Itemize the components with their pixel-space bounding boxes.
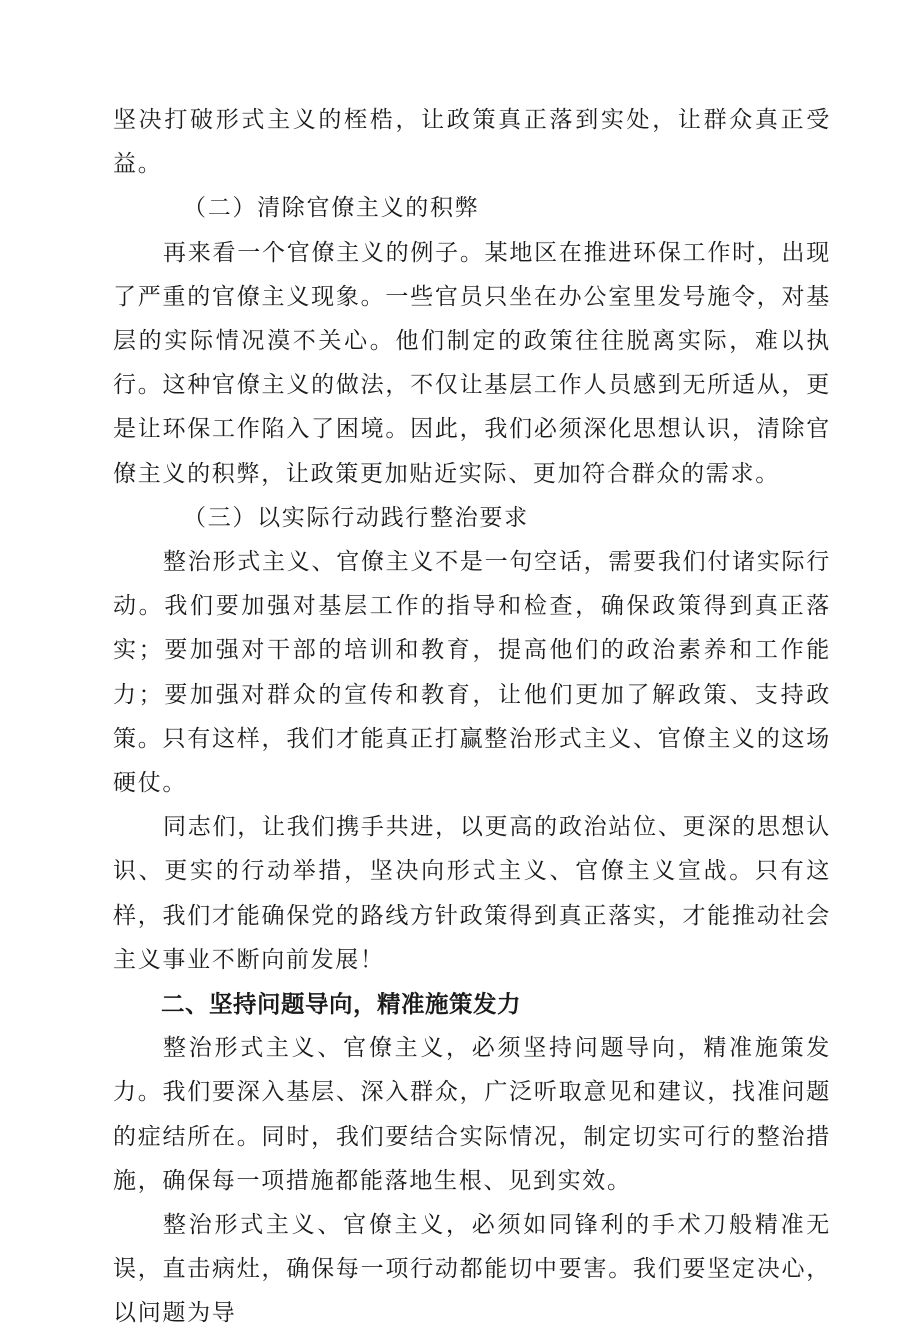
paragraph-comrades-appeal: 同志们，让我们携手共进，以更高的政治站位、更深的思想认识、更实的行动举措，坚决向形式主义、官僚主义宣战。只有这样，我们才能确保党的路线方针政策得到真正落实，才能推动社会主义事业不断向前发展！	[113, 814, 831, 973]
paragraph-bureaucratism-example: 再来看一个官僚主义的例子。某地区在推进环保工作时，出现了严重的官僚主义现象。一些官员只坐在办公室里发号施令，对基层的实际情况漠不关心。他们制定的政策往往脱离实际，难以执行。这种官僚主义的做法，不仅让基层工作人员感到无所适从，更是让环保工作陷入了困境。因此，我们必须深化思想认识，清除官僚主义的积弊，让政策更加贴近实际、更加符合群众的需求。	[113, 239, 831, 487]
subheading-practical-action: （三）以实际行动践行整治要求	[183, 504, 529, 531]
paragraph-continuation: 坚决打破形式主义的桎梏，让政策真正落到实处，让群众真正受益。	[113, 107, 831, 178]
section-heading-problem-oriented: 二、坚持问题导向，精准施策发力	[161, 990, 521, 1019]
subheading-clear-bureaucratism: （二）清除官僚主义的积弊	[183, 195, 480, 222]
paragraph-problem-oriented: 整治形式主义、官僚主义，必须坚持问题导向，精准施策发力。我们要深入基层、深入群众，广泛听取意见和建议，找准问题的症结所在。同时，我们要结合实际情况，制定切实可行的整治措施，确保每一项措施都能落地生根、见到实效。	[113, 1035, 831, 1194]
document-body	[113, 98, 831, 1336]
paragraph-practical-action: 整治形式主义、官僚主义不是一句空话，需要我们付诸实际行动。我们要加强对基层工作的指导和检查，确保政策得到真正落实；要加强对干部的培训和教育，提高他们的政治素养和工作能力；要加强对群众的宣传和教育，让他们更加了解政策、支持政策。只有这样，我们才能真正打赢整治形式主义、官僚主义的这场硬仗。	[113, 549, 831, 797]
paragraph-precise-scalpel: 整治形式主义、官僚主义，必须如同锋利的手术刀般精准无误，直击病灶，确保每一项行动都能切中要害。我们要坚定决心，以问题为导	[113, 1212, 831, 1327]
